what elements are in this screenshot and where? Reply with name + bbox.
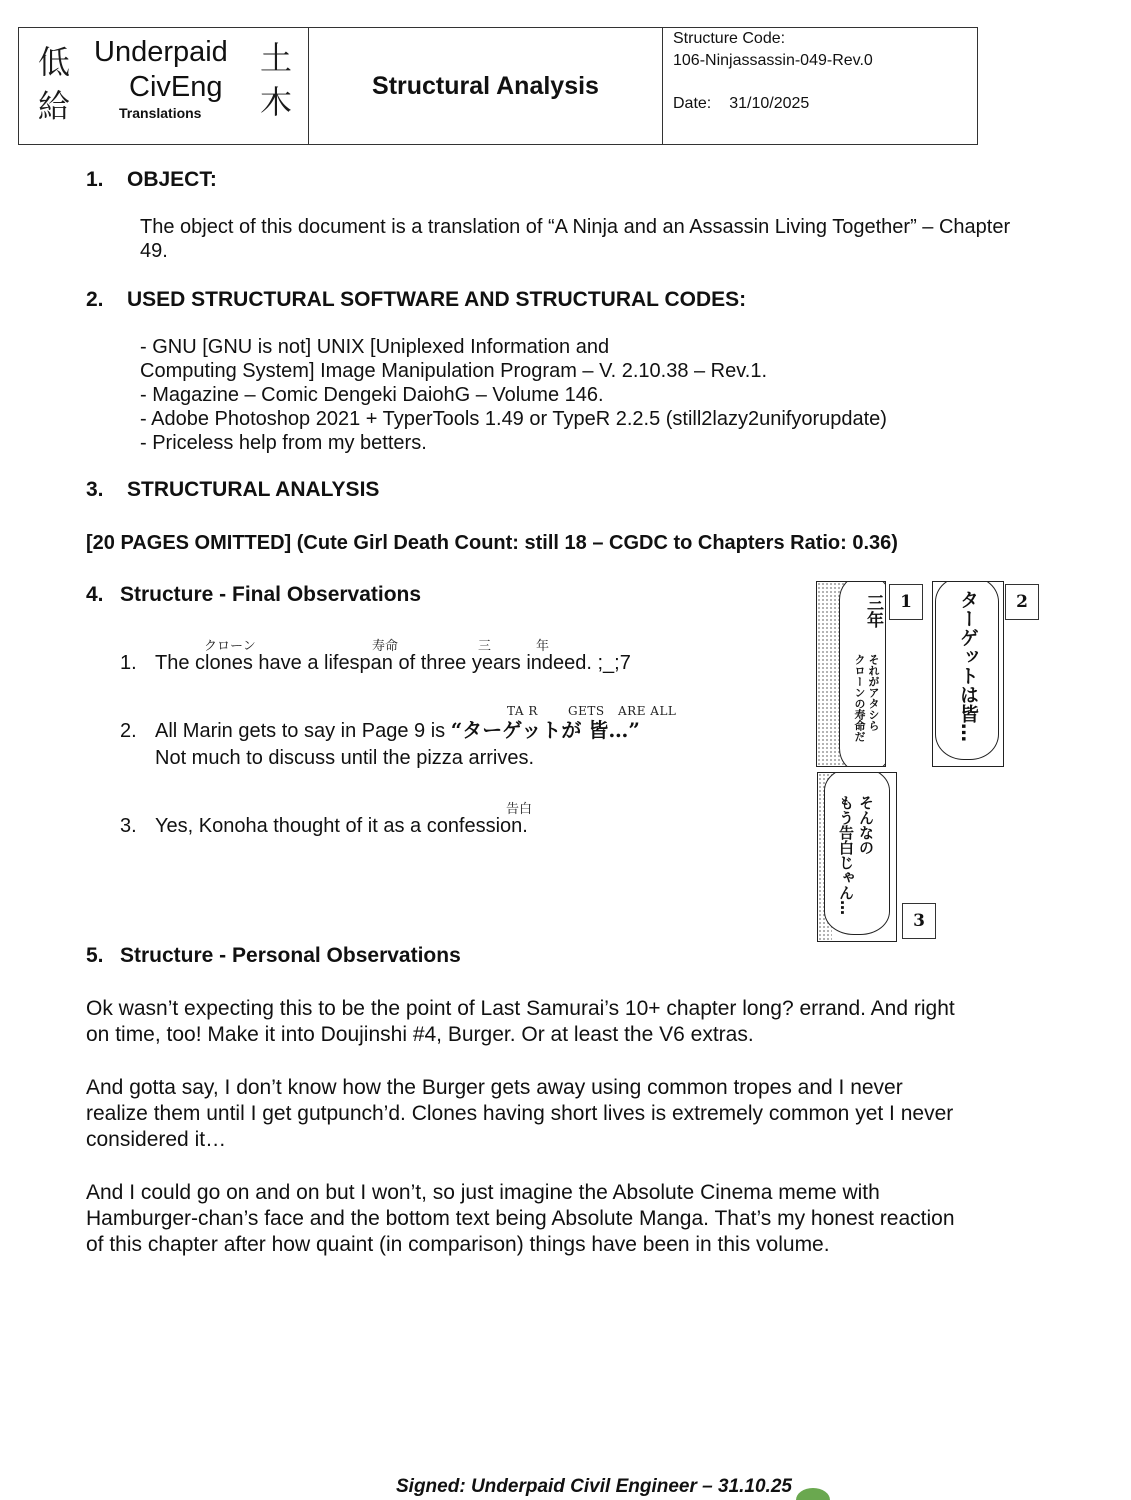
paragraph-1-line: on time, too! Make it into Doujinshi #4, Burger. Or at least the V6 extras.: [86, 1023, 754, 1046]
software-list-line: - Adobe Photoshop 2021 + TyperTools 1.49 or TypeR 2.2.5 (still2lazy2unifyorupdate): [140, 408, 887, 430]
manga-panel-1: [816, 581, 886, 767]
observation-item-1: [120, 651, 631, 675]
section-2-heading: [86, 288, 746, 312]
paragraph-2-line: considered it…: [86, 1128, 227, 1151]
panel-number-1: 1: [889, 584, 923, 620]
paragraph-3-line: of this chapter after how quaint (in comparison) things have been in this volume.: [86, 1233, 830, 1256]
ruby-clone: クローン: [204, 639, 256, 654]
logo-text-civeng: CivEng: [129, 71, 223, 103]
item-text: The clones have a lifespan of three years indeed. ;_;7: [155, 652, 631, 674]
title-block: [309, 28, 663, 144]
section-title: Structure - Final Observations: [120, 583, 422, 606]
ruby-confession: 告白: [506, 802, 533, 817]
ruby-are-all: ARE ALL: [618, 704, 677, 718]
software-list-line: Computing System] Image Manipulation Program – V. 2.10.38 – Rev.1.: [140, 360, 768, 382]
ruby-lifespan: 寿命: [372, 639, 399, 654]
logo-kanji-right-bottom: 木: [260, 83, 293, 121]
paragraph-2-line: realize them until I get gutpunch’d. Clones having short lives is extremely common yet I never: [86, 1102, 954, 1125]
meta-block: [663, 28, 977, 144]
item-number: 3.: [120, 815, 137, 837]
ruby-years: 年: [536, 639, 550, 654]
panel-number-3: 3: [902, 903, 936, 939]
section-title: USED STRUCTURAL SOFTWARE AND STRUCTURAL CODES:: [127, 288, 747, 311]
date-value: 31/10/2025: [729, 95, 810, 112]
logo-kanji-left-bottom: 給: [38, 87, 71, 125]
observation-item-2: [120, 718, 640, 743]
paragraph-2-line: And gotta say, I don’t know how the Burger gets away using common tropes and I never: [86, 1076, 903, 1099]
observation-item-2-line2: Not much to discuss until the pizza arrives.: [155, 747, 535, 769]
panel-3-text-b: もう告白じゃん…: [837, 795, 855, 915]
japanese-quote: “ターゲットが 皆…”: [450, 718, 640, 742]
paragraph-1-line: Ok wasn’t expecting this to be the point of Last Samurai’s 10+ chapter long? errand. And right: [86, 997, 955, 1020]
logo-kanji-left-top: 低: [38, 43, 71, 81]
ruby-three: 三: [478, 639, 492, 654]
item-number: 1.: [120, 652, 137, 674]
item-text: All Marin gets to say in Page 9 is: [155, 720, 451, 742]
section-1-heading: [86, 168, 217, 192]
software-list-line: - GNU [GNU is not] UNIX [Uniplexed Information and: [140, 336, 610, 358]
document-header: [18, 27, 978, 145]
section-number: 5.: [86, 944, 104, 967]
section-number: 2.: [86, 288, 104, 311]
section-number: 4.: [86, 583, 104, 606]
item-number: 2.: [120, 720, 137, 742]
section-5-heading: [86, 944, 461, 968]
ruby-gets: GETS: [568, 704, 605, 718]
section-4-heading: [86, 583, 421, 607]
panel-1-text-c: クローンの寿命だ: [853, 654, 866, 742]
panel-3-text-a: そんなの: [857, 795, 875, 855]
green-stamp-icon: [796, 1488, 830, 1500]
logo-kanji-right-top: 土: [260, 39, 293, 77]
logo-text-underpaid: Underpaid: [94, 36, 228, 68]
pages-omitted-note: [20 PAGES OMITTED] (Cute Girl Death Count: still 18 – CGDC to Chapters Ratio: 0.36): [86, 532, 898, 554]
date-row: [673, 95, 809, 113]
panel-1-text-a: 三年: [863, 594, 883, 628]
section-title: STRUCTURAL ANALYSIS: [127, 478, 380, 501]
structure-code-label: Structure Code:: [673, 30, 786, 47]
section-1-text-line2: 49.: [140, 240, 168, 262]
section-3-heading: [86, 478, 379, 502]
section-title: Structure - Personal Observations: [120, 944, 461, 967]
panel-2-text: ターゲットは皆…: [957, 590, 979, 742]
section-1-text-line1: The object of this document is a translation of “A Ninja and an Assassin Living Together” – Chapter: [140, 216, 1011, 238]
ruby-ta-r: TA R: [507, 704, 538, 718]
paragraph-3-line: And I could go on and on but I won’t, so just imagine the Absolute Cinema meme with: [86, 1181, 880, 1204]
manga-panel-3: [817, 772, 897, 942]
signature: Signed: Underpaid Civil Engineer – 31.10.25: [396, 1476, 792, 1497]
structure-code: 106-Ninjassassin-049-Rev.0: [673, 52, 873, 69]
panel-number-2: 2: [1005, 584, 1039, 620]
logo-text-translations: Translations: [119, 105, 202, 121]
document-title: Structural Analysis: [372, 71, 599, 100]
panel-1-text-b: それがアタシら: [867, 654, 880, 731]
item-text: Yes, Konoha thought of it as a confession.: [155, 815, 528, 837]
software-list-line: - Priceless help from my betters.: [140, 432, 427, 454]
date-label: Date:: [673, 95, 712, 112]
section-number: 3.: [86, 478, 104, 501]
paragraph-3-line: Hamburger-chan’s face and the bottom text being Absolute Manga. That’s my honest reaction: [86, 1207, 955, 1230]
observation-item-3: [120, 814, 528, 838]
manga-panel-2: [932, 581, 1004, 767]
section-title: OBJECT:: [127, 168, 217, 191]
logo-block: [19, 28, 309, 144]
section-number: 1.: [86, 168, 104, 191]
software-list-line: - Magazine – Comic Dengeki DaiohG – Volume 146.: [140, 384, 604, 406]
